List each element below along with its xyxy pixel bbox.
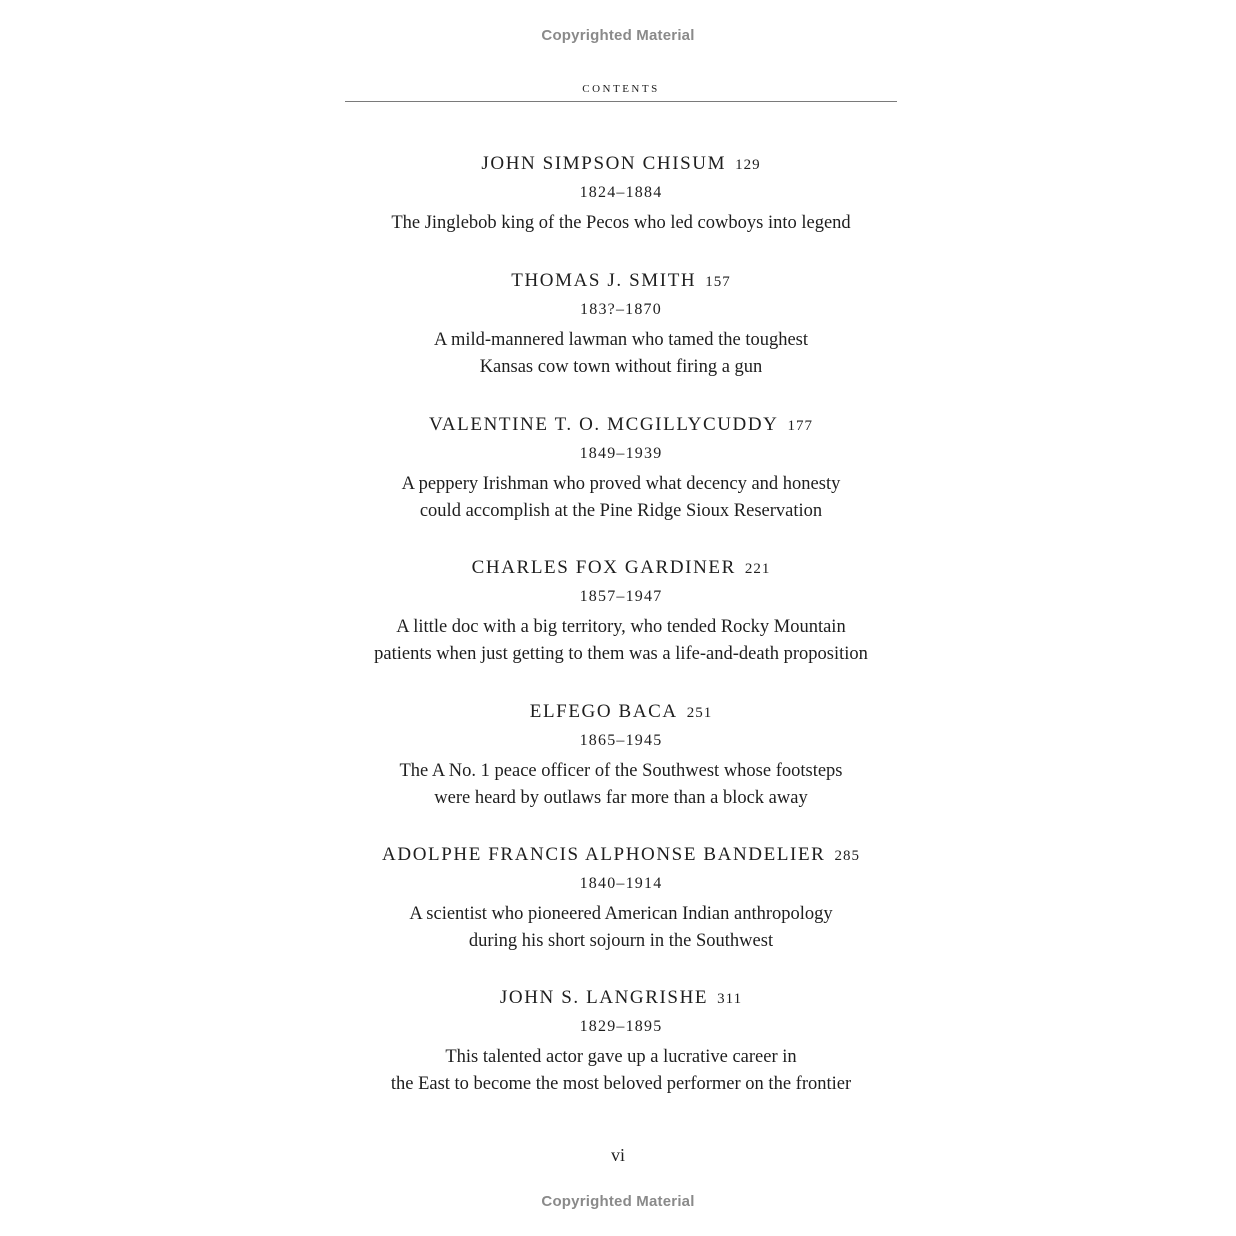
entry-description-line: patients when just getting to them was a life-and-death proposition	[374, 643, 868, 664]
toc-entry	[300, 986, 942, 1097]
entry-page-number: 177	[787, 418, 813, 434]
entry-name-line	[300, 269, 942, 293]
entry-name-line	[300, 700, 942, 724]
copyright-watermark-bottom: Copyrighted Material	[541, 1193, 695, 1210]
entry-description-line: A scientist who pioneered American Indian anthropology	[409, 904, 833, 924]
entry-page-number: 129	[735, 157, 761, 173]
toc-entry	[300, 843, 942, 954]
entry-description	[300, 327, 942, 380]
entry-description	[300, 614, 942, 667]
entry-description-line: during his short sojourn in the Southwest	[468, 930, 774, 951]
toc-entry	[300, 152, 942, 237]
entry-description	[300, 901, 942, 954]
entry-page-number: 285	[834, 848, 860, 864]
entry-description-line: A little doc with a big territory, who tended Rocky Mountain	[396, 617, 846, 637]
toc-entry	[300, 413, 942, 524]
entry-description-line: Kansas cow town without firing a gun	[479, 356, 763, 377]
entry-description	[300, 758, 942, 811]
entry-name-line	[300, 413, 942, 437]
entry-name-line	[300, 843, 942, 867]
entry-description	[300, 210, 942, 237]
entry-dates: 1824–1884	[579, 184, 663, 201]
entry-dates: 1840–1914	[579, 875, 663, 892]
entry-name-line	[300, 986, 942, 1010]
entry-name: CHARLES FOX GARDINER	[471, 557, 736, 578]
entry-name-line	[300, 556, 942, 580]
entry-description-line: This talented actor gave up a lucrative career in	[445, 1047, 797, 1067]
entry-dates: 1849–1939	[579, 445, 663, 462]
entry-description-line: A mild-mannered lawman who tamed the toughest	[433, 330, 809, 350]
entry-name: JOHN S. LANGRISHE	[499, 987, 709, 1008]
entry-page-number: 157	[705, 274, 731, 290]
toc-entry	[300, 269, 942, 380]
entry-page-number: 251	[686, 705, 713, 721]
toc-entry	[300, 556, 942, 667]
entry-name: VALENTINE T. O. MCGILLYCUDDY	[428, 414, 779, 435]
header-rule	[345, 101, 897, 102]
page-folio: vi	[610, 1145, 625, 1165]
copyright-watermark-top: Copyrighted Material	[541, 27, 695, 44]
entry-description-line: were heard by outlaws far more than a block away	[434, 787, 808, 808]
entry-page-number: 221	[744, 561, 771, 577]
entry-name: JOHN SIMPSON CHISUM	[481, 153, 727, 174]
entry-name: THOMAS J. SMITH	[511, 270, 697, 291]
entry-dates: 1865–1945	[579, 732, 663, 749]
entry-dates: 183?–1870	[580, 301, 662, 318]
entry-page-number: 311	[717, 991, 743, 1007]
entry-name-line	[300, 152, 942, 176]
toc-entry	[300, 700, 942, 811]
entry-description-line: The Jinglebob king of the Pecos who led cowboys into legend	[391, 213, 851, 233]
entry-description	[300, 1044, 942, 1097]
entry-dates: 1829–1895	[579, 1018, 663, 1035]
entry-name: ELFEGO BACA	[529, 701, 678, 722]
entry-description-line: A peppery Irishman who proved what decency and honesty	[401, 474, 841, 494]
entry-description-line: the East to become the most beloved performer on the frontier	[390, 1073, 852, 1094]
entry-dates: 1857–1947	[579, 588, 663, 605]
entry-name: ADOLPHE FRANCIS ALPHONSE BANDELIER	[382, 844, 826, 865]
entry-description-line: could accomplish at the Pine Ridge Sioux Reservation	[419, 500, 823, 521]
running-head: contents	[582, 80, 660, 96]
entry-description	[300, 471, 942, 524]
entry-description-line: The A No. 1 peace officer of the Southwest whose footsteps	[399, 761, 843, 781]
